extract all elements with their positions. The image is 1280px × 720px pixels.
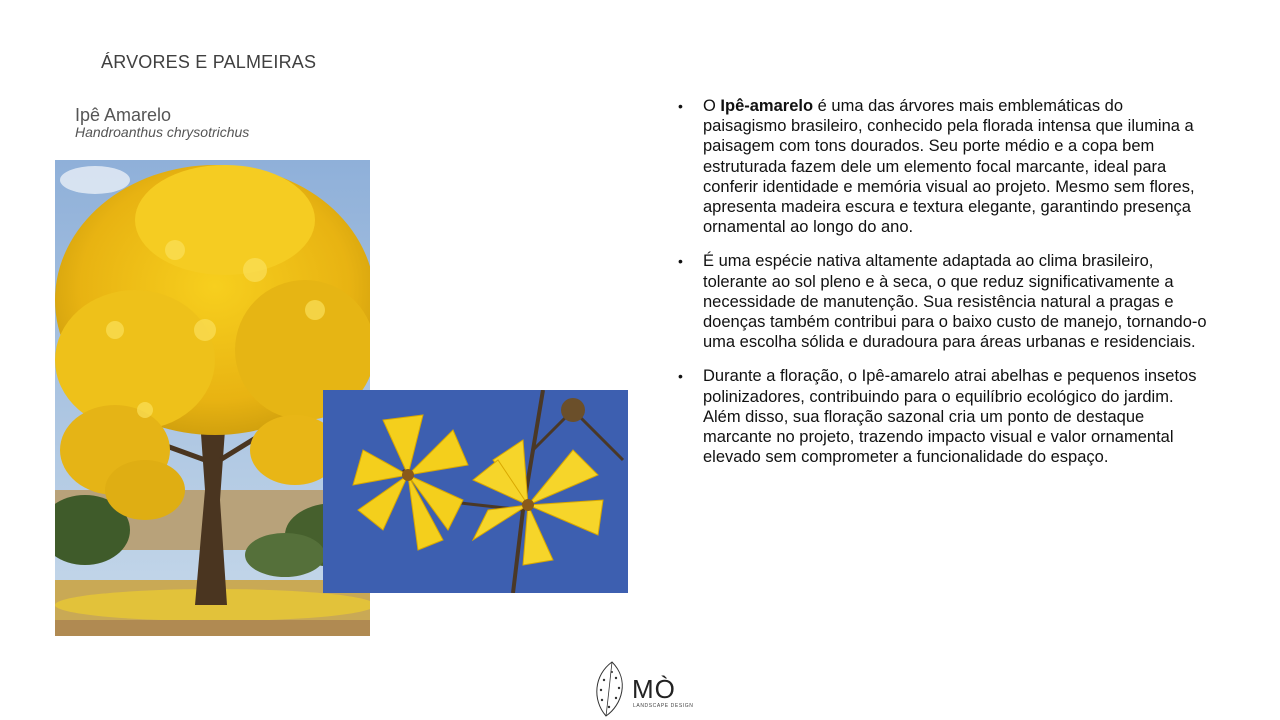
bullet-item: [678, 251, 1208, 352]
plant-scientific-name: Handroanthus chrysotrichus: [75, 124, 250, 140]
logo-wordmark: MÒ: [632, 674, 676, 704]
bullet-icon: •: [678, 98, 683, 114]
bullet-icon: •: [678, 368, 683, 385]
flower-photo: [323, 390, 628, 593]
bullet-text: É uma espécie nativa altamente adaptada ao clima brasileiro, tolerante ao sol pleno e à seca, o que reduz significativamente a necessidade de manutenção. Sua resistência natural a pragas e doenças também contribui para o baixo custo de manejo, tornando-o uma escolha sólida e duradoura para áreas urbanas e residenciais.: [703, 252, 1207, 352]
bullet-text-bold: Ipê-amarelo: [720, 97, 814, 115]
bullet-item: [678, 366, 1208, 467]
bullet-item: [678, 96, 1208, 237]
bullet-text: Durante a floração, o Ipê-amarelo atrai abelhas e pequenos insetos polinizadores, contribuindo para o equilíbrio ecológico do jardim. Além disso, sua floração sazonal cria um ponto de destaque marcante no projeto, trazendo impacto visual e valor ornamental elevado sem comprometer a funcionalidade do espaço.: [703, 367, 1197, 467]
description-bullets: [678, 96, 1208, 481]
bullet-text-post: é uma das árvores mais emblemáticas do paisagismo brasileiro, conhecido pela florada intensa que ilumina a paisagem com tons dourados. Seu porte médio e a copa bem estruturada fazem dele um elemento focal marcante, ideal para conferir identidade e memória visual ao projeto. Mesmo sem flores, apresenta madeira escura e textura elegante, garantindo presença ornamental ao longo do ano.: [703, 97, 1195, 237]
bullet-text-pre: O: [703, 97, 721, 115]
section-title: ÁRVORES E PALMEIRAS: [101, 52, 317, 72]
plant-common-name: Ipê Amarelo: [75, 105, 172, 125]
bullet-icon: •: [678, 253, 683, 270]
logo-subtitle: LANDSCAPE DESIGN: [633, 703, 694, 709]
